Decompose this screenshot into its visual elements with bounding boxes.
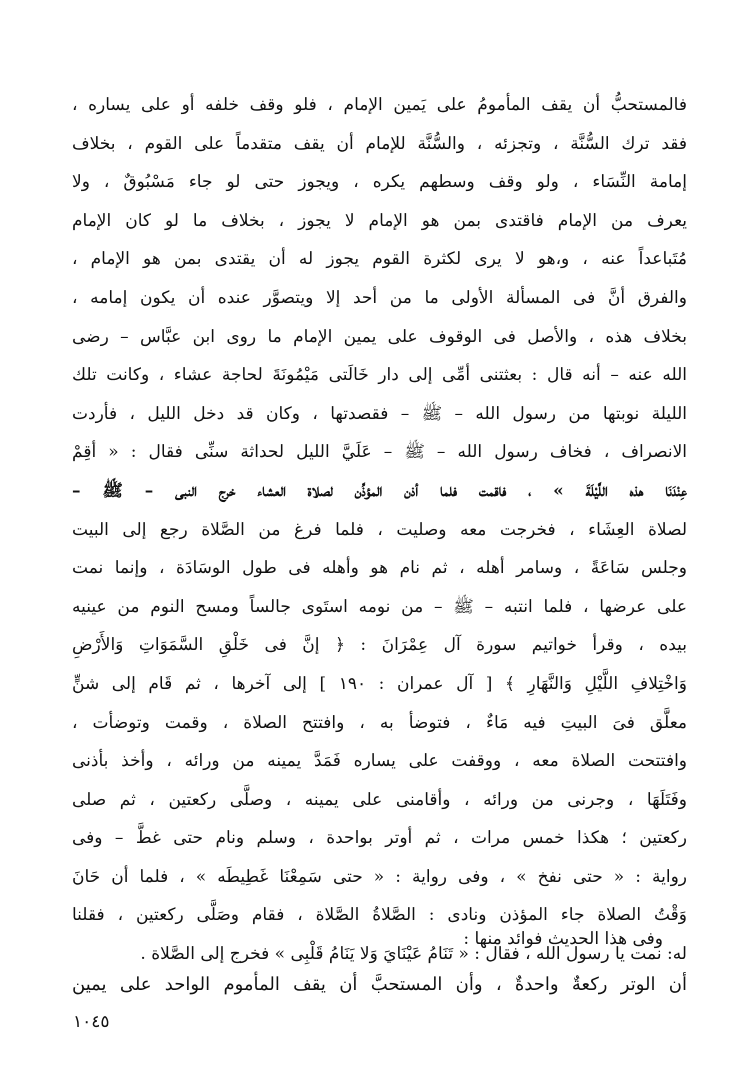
- text-line-quran-verse: بيده ، وقرأ خواتيم سورة آل عِمْرَانَ : ﴿ إنَّ فى خَلْقِ السَّمَوَاتِ وَالأَرْضِ: [72, 635, 687, 656]
- text-line: والفرق أنَّ فى المسألة الأولى ما من أحد إلا ويتصوَّر عنده أن يكون إمامه ،: [72, 287, 687, 308]
- text-line: معلَّق فىَ البيتِ فيه مَاءٌ ، فتوضأ به ، وافتتح الصلاة ، وقمت وتوضأت ،: [72, 712, 687, 733]
- text-line: له: نمت يا رسول الله ، فقال : « تَنَامُ عَيْنَايَ وَلا يَنَامُ قَلْبِى » فخرج إلى الصَّلاة .: [140, 944, 687, 965]
- text-line-hadith-quote: عِنْدَنَا هذه اللَّيْلَةَ » ، فاقمت فلما أذن المؤذِّن لصلاة العشاء خرج النبى – ﷺ –: [72, 480, 687, 501]
- text-line: وجلس سَاعَةً ، وسامر أهله ، ثم نام هو وأهله فى طول الوسَادَة ، وإنما نمت: [72, 558, 687, 579]
- text-line: أن الوتر ركعةٌ واحدةٌ ، وأن المستحبَّ أن يقف المأموم الواحد على يمين: [72, 974, 687, 995]
- text-line: على عرضها ، فلما انتبه – ﷺ – من نومه استَوى جالساً ومسح النوم من عينيه: [72, 596, 687, 617]
- text-line: لصلاة العِشَاء ، فخرجت معه وصليت ، فلما فرغ من الصَّلاة رجع إلى البيت: [72, 519, 687, 540]
- text-line: وَقْتُ الصلاة جاء المؤذن ونادى : الصَّلاةُ الصَّلاة ، فقام وصَلَّى ركعتين ، فقلنا: [72, 905, 687, 926]
- text-line: رواية : « حتى نفخ » ، وفى رواية : « حتى سَمِعْنَا غَطِيطَه » ، فلما أن حَانَ: [72, 866, 687, 887]
- text-line-quran-verse: وَاخْتِلافِ اللَّيْلِ وَالنَّهَارِ ﴾ [ آل عمران : ١٩٠ ] إلى آخرها ، ثم قَام إلى شنٍّ: [72, 673, 687, 694]
- text-line: وافتتحت الصلاة معه ، ووقفت على يساره فَمَدَّ يمينه من ورائه ، وأخذ بأذنى: [72, 751, 687, 772]
- text-line: يعرف من الإمام فاقتدى بمن هو الإمام لا يجوز ، بخلاف ما لو كان الإمام: [72, 210, 687, 231]
- text-line: الله عنه – أنه قال : بعثتنى أمِّى إلى دار خَالَتى مَيْمُونَةَ لحاجة عشاء ، وكانت تلك: [72, 365, 687, 386]
- text-line: ركعتين ؛ هكذا خمس مرات ، ثم أوتر بواحدة ، وسلم ونام حتى غطَّ – وفى: [72, 828, 687, 849]
- text-line: الليلة نوبتها من رسول الله – ﷺ – فقصدتها ، وكان قد دخل الليل ، فأردت: [72, 403, 687, 424]
- text-line: مُتَباعداً عنه ، و،هو لا يرى لكثرة القوم يجوز له أن يقتدى بمن هو الإمام ،: [72, 249, 687, 270]
- text-line: بخلاف هذه ، والأصل فى الوقوف على يمين الإمام ما روى ابن عبَّاس – رضى: [72, 326, 687, 347]
- main-paragraph: [72, 86, 687, 974]
- text-line: الانصراف ، فخاف رسول الله – ﷺ – عَلَيَّ الليل لحداثة سنِّى فقال : « أقِمْ: [72, 442, 687, 463]
- text-line: وفَتَلَهَا ، وجرنى من ورائه ، وأقامنى على يمينه ، وصلَّى ركعتين ، ثم صلى: [72, 789, 687, 810]
- section-heading: وفى هذا الحديث فوائد منها :: [463, 929, 663, 949]
- page-number: ١٠٤٥: [73, 1012, 110, 1032]
- text-line: فالمستحبُّ أن يقف المأمومُ على يَمين الإمام ، فلو وقف خلفه أو على يساره ،: [72, 95, 687, 115]
- text-line: فقد ترك السُّنَّة ، وتجزئه ، والسُّنَّة للإمام أن يقف متقدماً على القوم ، بخلاف: [72, 133, 687, 154]
- text-line: إمامة النِّسَاء ، ولو وقف وسطهم يكره ، ويجوز حتى لو جاء مَسْبُوقٌ ، ولا: [72, 172, 687, 193]
- final-paragraph: [72, 966, 687, 1005]
